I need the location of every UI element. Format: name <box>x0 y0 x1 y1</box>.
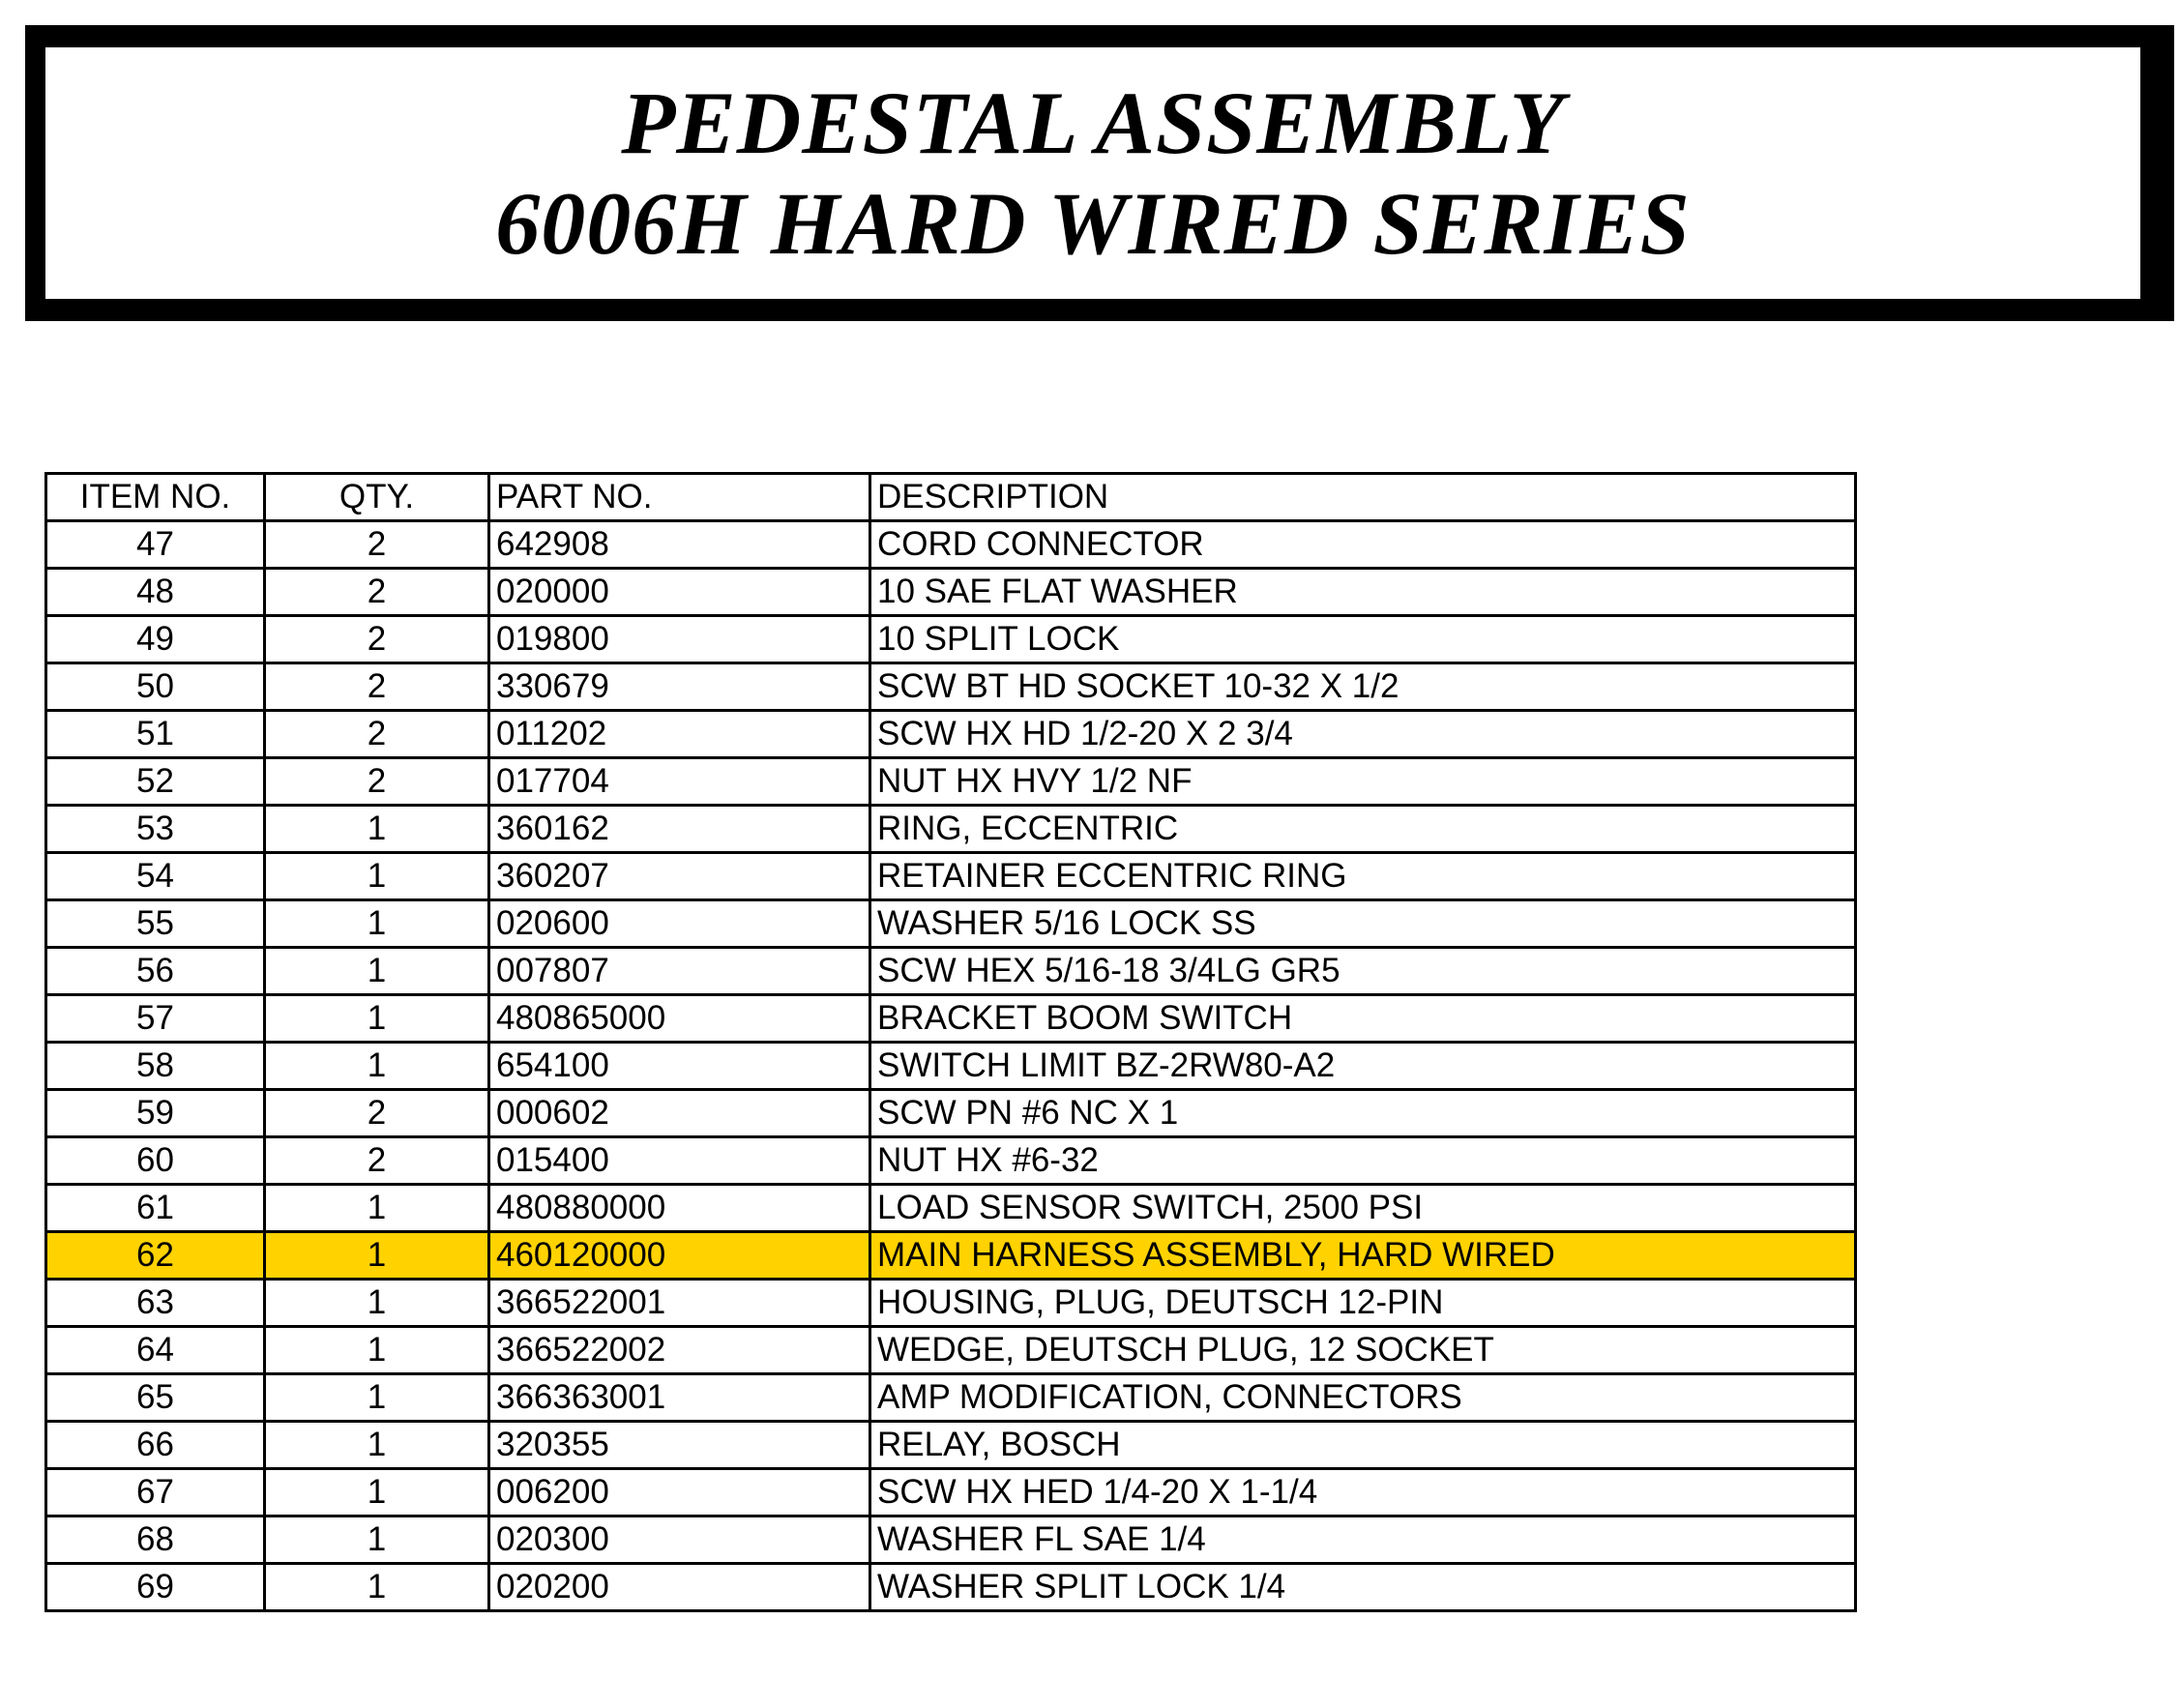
title-banner-inner <box>43 44 2143 302</box>
cell-item-no: 64 <box>46 1327 265 1374</box>
cell-item-no: 68 <box>46 1517 265 1564</box>
cell-qty: 1 <box>265 948 489 995</box>
cell-qty: 2 <box>265 616 489 663</box>
cell-item-no: 61 <box>46 1185 265 1232</box>
cell-item-no: 47 <box>46 521 265 569</box>
cell-qty: 1 <box>265 1374 489 1422</box>
cell-qty: 1 <box>265 1469 489 1517</box>
cell-description: WASHER FL SAE 1/4 <box>870 1517 1856 1564</box>
cell-qty: 1 <box>265 900 489 948</box>
table-row <box>46 900 1856 948</box>
cell-part-no: 642908 <box>489 521 870 569</box>
cell-description: RETAINER ECCENTRIC RING <box>870 853 1856 900</box>
table-row <box>46 616 1856 663</box>
table-row <box>46 948 1856 995</box>
parts-table-body <box>46 521 1856 1611</box>
table-row <box>46 569 1856 616</box>
cell-description: NUT HX #6-32 <box>870 1137 1856 1185</box>
cell-description: CORD CONNECTOR <box>870 521 1856 569</box>
cell-item-no: 48 <box>46 569 265 616</box>
cell-part-no: 654100 <box>489 1043 870 1090</box>
table-row-highlighted <box>46 1232 1856 1280</box>
header-description: DESCRIPTION <box>870 474 1856 521</box>
cell-part-no: 020300 <box>489 1517 870 1564</box>
cell-qty: 2 <box>265 521 489 569</box>
cell-part-no: 017704 <box>489 758 870 806</box>
cell-qty: 2 <box>265 1090 489 1137</box>
cell-item-no: 52 <box>46 758 265 806</box>
cell-qty: 1 <box>265 1280 489 1327</box>
cell-part-no: 366363001 <box>489 1374 870 1422</box>
table-row <box>46 1517 1856 1564</box>
table-row <box>46 1137 1856 1185</box>
cell-part-no: 019800 <box>489 616 870 663</box>
cell-part-no: 015400 <box>489 1137 870 1185</box>
cell-qty: 1 <box>265 1517 489 1564</box>
cell-item-no: 62 <box>46 1232 265 1280</box>
cell-part-no: 011202 <box>489 711 870 758</box>
cell-description: WASHER 5/16 LOCK SS <box>870 900 1856 948</box>
cell-qty: 2 <box>265 569 489 616</box>
table-row <box>46 1469 1856 1517</box>
cell-qty: 1 <box>265 1564 489 1611</box>
cell-item-no: 49 <box>46 616 265 663</box>
header-item-no: ITEM NO. <box>46 474 265 521</box>
cell-description: NUT HX HVY 1/2 NF <box>870 758 1856 806</box>
cell-part-no: 360207 <box>489 853 870 900</box>
table-row <box>46 521 1856 569</box>
cell-part-no: 320355 <box>489 1422 870 1469</box>
cell-item-no: 54 <box>46 853 265 900</box>
cell-part-no: 480865000 <box>489 995 870 1043</box>
header-qty: QTY. <box>265 474 489 521</box>
cell-item-no: 56 <box>46 948 265 995</box>
title-banner-shadow <box>25 25 2174 321</box>
cell-qty: 1 <box>265 1422 489 1469</box>
cell-part-no: 480880000 <box>489 1185 870 1232</box>
cell-description: SCW HX HD 1/2-20 X 2 3/4 <box>870 711 1856 758</box>
cell-description: AMP MODIFICATION, CONNECTORS <box>870 1374 1856 1422</box>
table-row <box>46 711 1856 758</box>
cell-item-no: 66 <box>46 1422 265 1469</box>
table-row <box>46 663 1856 711</box>
cell-qty: 1 <box>265 853 489 900</box>
cell-part-no: 020200 <box>489 1564 870 1611</box>
cell-qty: 2 <box>265 663 489 711</box>
cell-part-no: 366522002 <box>489 1327 870 1374</box>
table-header-row <box>46 474 1856 521</box>
table-row <box>46 1090 1856 1137</box>
cell-item-no: 50 <box>46 663 265 711</box>
cell-description: WASHER SPLIT LOCK 1/4 <box>870 1564 1856 1611</box>
table-row <box>46 1043 1856 1090</box>
cell-item-no: 53 <box>46 806 265 853</box>
table-row <box>46 1327 1856 1374</box>
cell-description: SCW BT HD SOCKET 10-32 X 1/2 <box>870 663 1856 711</box>
cell-item-no: 69 <box>46 1564 265 1611</box>
table-row <box>46 1280 1856 1327</box>
cell-description: SCW HEX 5/16-18 3/4LG GR5 <box>870 948 1856 995</box>
cell-part-no: 000602 <box>489 1090 870 1137</box>
cell-part-no: 366522001 <box>489 1280 870 1327</box>
cell-part-no: 020600 <box>489 900 870 948</box>
cell-description: 10 SAE FLAT WASHER <box>870 569 1856 616</box>
cell-qty: 2 <box>265 711 489 758</box>
cell-qty: 1 <box>265 1043 489 1090</box>
cell-item-no: 59 <box>46 1090 265 1137</box>
cell-description: MAIN HARNESS ASSEMBLY, HARD WIRED <box>870 1232 1856 1280</box>
header-part-no: PART NO. <box>489 474 870 521</box>
cell-item-no: 67 <box>46 1469 265 1517</box>
cell-item-no: 60 <box>46 1137 265 1185</box>
cell-description: 10 SPLIT LOCK <box>870 616 1856 663</box>
cell-qty: 1 <box>265 1185 489 1232</box>
cell-description: SCW PN #6 NC X 1 <box>870 1090 1856 1137</box>
cell-qty: 1 <box>265 1327 489 1374</box>
cell-part-no: 007807 <box>489 948 870 995</box>
cell-part-no: 360162 <box>489 806 870 853</box>
parts-table <box>44 472 1857 1612</box>
table-row <box>46 1374 1856 1422</box>
cell-item-no: 58 <box>46 1043 265 1090</box>
cell-part-no: 460120000 <box>489 1232 870 1280</box>
cell-description: BRACKET BOOM SWITCH <box>870 995 1856 1043</box>
cell-qty: 1 <box>265 806 489 853</box>
cell-description: SCW HX HED 1/4-20 X 1-1/4 <box>870 1469 1856 1517</box>
table-row <box>46 758 1856 806</box>
cell-description: SWITCH LIMIT BZ-2RW80-A2 <box>870 1043 1856 1090</box>
table-row <box>46 995 1856 1043</box>
cell-part-no: 330679 <box>489 663 870 711</box>
cell-description: WEDGE, DEUTSCH PLUG, 12 SOCKET <box>870 1327 1856 1374</box>
cell-part-no: 020000 <box>489 569 870 616</box>
cell-qty: 1 <box>265 1232 489 1280</box>
cell-description: HOUSING, PLUG, DEUTSCH 12-PIN <box>870 1280 1856 1327</box>
cell-description: RELAY, BOSCH <box>870 1422 1856 1469</box>
title-banner <box>33 35 2153 311</box>
page-title-line-2: 6006H HARD WIRED SERIES <box>495 174 1691 273</box>
cell-qty: 2 <box>265 1137 489 1185</box>
table-row <box>46 806 1856 853</box>
cell-item-no: 63 <box>46 1280 265 1327</box>
cell-item-no: 55 <box>46 900 265 948</box>
cell-item-no: 57 <box>46 995 265 1043</box>
cell-part-no: 006200 <box>489 1469 870 1517</box>
cell-item-no: 51 <box>46 711 265 758</box>
cell-item-no: 65 <box>46 1374 265 1422</box>
cell-qty: 1 <box>265 995 489 1043</box>
page-title-line-1: PEDESTAL ASSEMBLY <box>621 74 1565 172</box>
table-row <box>46 1185 1856 1232</box>
table-row <box>46 853 1856 900</box>
cell-description: LOAD SENSOR SWITCH, 2500 PSI <box>870 1185 1856 1232</box>
cell-qty: 2 <box>265 758 489 806</box>
table-row <box>46 1564 1856 1611</box>
table-row <box>46 1422 1856 1469</box>
cell-description: RING, ECCENTRIC <box>870 806 1856 853</box>
